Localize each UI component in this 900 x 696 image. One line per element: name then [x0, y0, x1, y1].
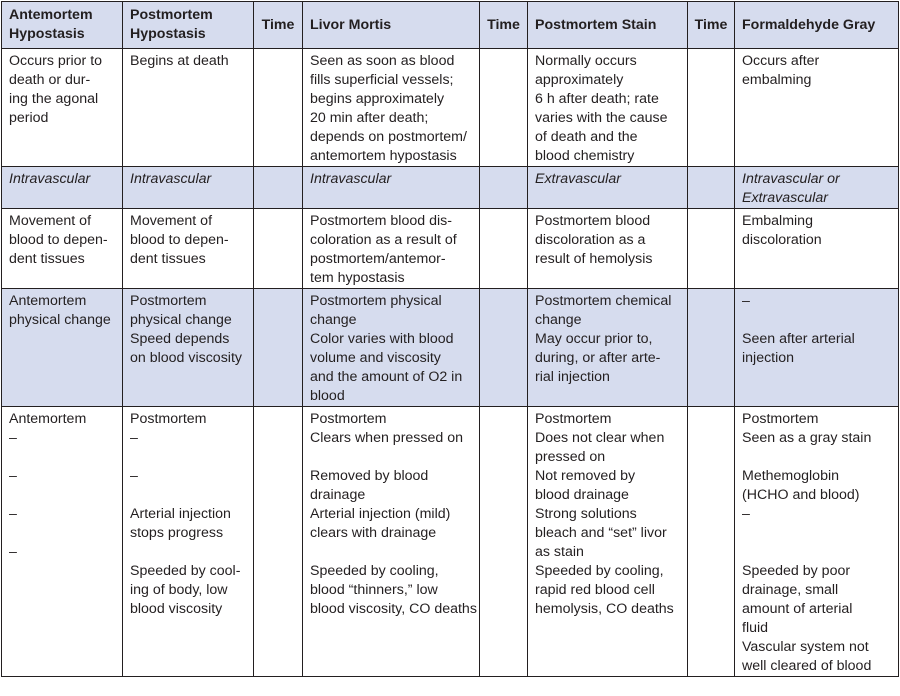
cell-text-line: Postmortem blood dis- [310, 213, 452, 229]
cell-text-line: pressed on [535, 449, 606, 465]
cell-text-line: rial injection [535, 369, 610, 385]
comparison-table [1, 1, 899, 677]
cell-text-line: Occurs prior to [9, 53, 103, 69]
header-antemortem-hypostasis: Antemortem Hypostasis [2, 2, 123, 49]
cell-text-line: Movement of [130, 213, 213, 229]
cell-text-line: blood drainage [535, 487, 629, 503]
cell-text-line [742, 448, 895, 467]
table-row [2, 407, 899, 677]
cell-time-3 [688, 289, 735, 407]
cell-time-2 [480, 49, 528, 167]
cell-text-line: change [310, 312, 357, 328]
cell-text-line: Postmortem chemical [535, 293, 672, 309]
cell-text-line: blood viscosity, CO deaths [310, 601, 477, 617]
cell-antemortem-hypostasis [2, 407, 123, 677]
cell-text-line [310, 448, 476, 467]
cell-text-line: Intravascular [9, 171, 91, 187]
cell-antemortem-hypostasis [2, 289, 123, 407]
cell-antemortem-hypostasis [2, 167, 123, 209]
cell-text-line: dent tissues [9, 251, 85, 267]
cell-text-line: Seen after arterial [742, 331, 855, 347]
cell-text-line: Extravascular [742, 190, 828, 206]
cell-text-line: embalming [742, 72, 812, 88]
cell-text-line: approximately [535, 72, 624, 88]
cell-postmortem-stain [528, 167, 688, 209]
cell-livor-mortis [303, 209, 480, 289]
table-row [2, 289, 899, 407]
cell-text-line: Antemortem [9, 293, 87, 309]
cell-text-line: change [535, 312, 582, 328]
cell-text-line: death or dur- [9, 72, 91, 88]
cell-postmortem-hypostasis [123, 289, 254, 407]
cell-antemortem-hypostasis [2, 209, 123, 289]
cell-text-line [9, 486, 119, 505]
cell-text-line: – [742, 293, 750, 309]
cell-time-3 [688, 407, 735, 677]
cell-time-1 [254, 289, 303, 407]
cell-text-line [130, 486, 250, 505]
cell-text-line: Speeded by poor [742, 563, 851, 579]
cell-text-line: on blood viscosity [130, 350, 242, 366]
cell-text-line: physical change [9, 312, 111, 328]
cell-text-line: Speeded by cool- [130, 563, 241, 579]
cell-text-line: Postmortem [130, 293, 207, 309]
table-body [2, 49, 899, 677]
cell-text-line: volume and viscosity [310, 350, 441, 366]
header-formaldehyde-gray: Formaldehyde Gray [735, 2, 899, 49]
cell-text-line: blood chemistry [535, 148, 635, 164]
cell-text-line: depends on postmortem/ [310, 129, 467, 145]
cell-postmortem-hypostasis [123, 209, 254, 289]
cell-text-line: Methemoglobin [742, 468, 840, 484]
cell-text-line: – [130, 430, 138, 446]
cell-text-line: ing of body, low [130, 582, 228, 598]
cell-text-line [130, 543, 250, 562]
header-time-2: Time [480, 2, 528, 49]
cell-time-2 [480, 209, 528, 289]
table-row [2, 49, 899, 167]
header-row [2, 2, 899, 49]
cell-text-line: Postmortem [742, 411, 819, 427]
cell-text-line [130, 448, 250, 467]
cell-text-line: Occurs after [742, 53, 820, 69]
cell-text-line: fluid [742, 620, 769, 636]
cell-text-line: and the amount of O2 in [310, 369, 463, 385]
cell-text-line: Arterial injection (mild) [310, 506, 451, 522]
cell-text-line: period [9, 110, 49, 126]
cell-text-line: Antemortem [9, 411, 87, 427]
cell-text-line: ing the agonal [9, 91, 99, 107]
cell-text-line: Vascular system not [742, 639, 869, 655]
cell-text-line: 6 h after death; rate [535, 91, 659, 107]
cell-text-line: Normally occurs [535, 53, 637, 69]
cell-text-line: Color varies with blood [310, 331, 454, 347]
cell-livor-mortis [303, 167, 480, 209]
cell-text-line: stops progress [130, 525, 224, 541]
cell-text-line: Speeded by cooling, [310, 563, 439, 579]
cell-text-line: – [9, 430, 17, 446]
header-postmortem-hypostasis: Postmortem Hypostasis [123, 2, 254, 49]
cell-livor-mortis [303, 49, 480, 167]
cell-postmortem-hypostasis [123, 407, 254, 677]
cell-text-line: dent tissues [130, 251, 206, 267]
cell-text-line: during, or after arte- [535, 350, 661, 366]
cell-time-2 [480, 289, 528, 407]
cell-text-line: bleach and “set” livor [535, 525, 667, 541]
cell-time-1 [254, 49, 303, 167]
cell-text-line: Postmortem physical [310, 293, 442, 309]
cell-text-line: Removed by blood [310, 468, 429, 484]
cell-livor-mortis [303, 407, 480, 677]
cell-text-line: 20 min after death; [310, 110, 429, 126]
cell-text-line: Intravascular [310, 171, 392, 187]
cell-text-line [310, 543, 476, 562]
cell-text-line: Intravascular or [742, 171, 840, 187]
cell-text-line: discoloration [742, 232, 822, 248]
cell-text-line: physical change [130, 312, 232, 328]
cell-formaldehyde-gray [735, 289, 899, 407]
cell-text-line: clears with drainage [310, 525, 437, 541]
cell-text-line: blood “thinners,” low [310, 582, 438, 598]
cell-text-line: drainage, small [742, 582, 839, 598]
cell-text-line: (HCHO and blood) [742, 487, 860, 503]
cell-text-line: Arterial injection [130, 506, 231, 522]
cell-text-line: tem hypostasis [310, 270, 405, 286]
cell-postmortem-hypostasis [123, 49, 254, 167]
cell-text-line: – [9, 468, 17, 484]
cell-time-1 [254, 209, 303, 289]
cell-time-3 [688, 49, 735, 167]
cell-text-line: – [9, 506, 17, 522]
cell-text-line: hemolysis, CO deaths [535, 601, 674, 617]
cell-text-line: antemortem hypostasis [310, 148, 457, 164]
cell-text-line: Embalming [742, 213, 813, 229]
cell-postmortem-hypostasis [123, 167, 254, 209]
cell-text-line: Intravascular [130, 171, 212, 187]
cell-text-line: varies with the cause [535, 110, 668, 126]
cell-text-line: blood [310, 388, 345, 404]
cell-text-line: – [742, 506, 750, 522]
cell-text-line: postmortem/antemor- [310, 251, 446, 267]
cell-text-line: fills superficial vessels; [310, 72, 454, 88]
cell-postmortem-stain [528, 209, 688, 289]
cell-text-line [9, 524, 119, 543]
cell-text-line: injection [742, 350, 795, 366]
cell-text-line: Seen as soon as blood [310, 53, 455, 69]
cell-text-line: Extravascular [535, 171, 621, 187]
cell-time-2 [480, 407, 528, 677]
cell-text-line: Strong solutions [535, 506, 637, 522]
cell-formaldehyde-gray [735, 49, 899, 167]
cell-time-2 [480, 167, 528, 209]
header-postmortem-stain: Postmortem Stain [528, 2, 688, 49]
cell-text-line [742, 524, 895, 543]
cell-antemortem-hypostasis [2, 49, 123, 167]
cell-text-line: Postmortem [130, 411, 207, 427]
cell-text-line: May occur prior to, [535, 331, 653, 347]
cell-livor-mortis [303, 289, 480, 407]
cell-formaldehyde-gray [735, 209, 899, 289]
cell-text-line: as stain [535, 544, 584, 560]
cell-text-line: well cleared of blood [742, 658, 872, 674]
header-livor-mortis: Livor Mortis [303, 2, 480, 49]
cell-text-line: Movement of [9, 213, 92, 229]
cell-text-line: – [9, 544, 17, 560]
table-row [2, 167, 899, 209]
cell-text-line: coloration as a result of [310, 232, 457, 248]
cell-text-line [9, 448, 119, 467]
cell-formaldehyde-gray [735, 167, 899, 209]
cell-text-line: result of hemolysis [535, 251, 653, 267]
cell-postmortem-stain [528, 289, 688, 407]
cell-text-line: Postmortem [535, 411, 612, 427]
cell-text-line: amount of arterial [742, 601, 853, 617]
cell-time-3 [688, 167, 735, 209]
cell-time-1 [254, 167, 303, 209]
cell-text-line: Seen as a gray stain [742, 430, 872, 446]
cell-text-line: Clears when pressed on [310, 430, 463, 446]
cell-text-line: blood viscosity [130, 601, 223, 617]
cell-text-line [742, 543, 895, 562]
cell-text-line: Postmortem blood [535, 213, 651, 229]
cell-postmortem-stain [528, 407, 688, 677]
cell-time-3 [688, 209, 735, 289]
cell-text-line: begins approximately [310, 91, 445, 107]
cell-text-line: discoloration as a [535, 232, 646, 248]
cell-postmortem-stain [528, 49, 688, 167]
cell-formaldehyde-gray [735, 407, 899, 677]
cell-text-line: Begins at death [130, 53, 229, 69]
header-time-1: Time [254, 2, 303, 49]
cell-text-line: of death and the [535, 129, 638, 145]
cell-text-line: blood to depen- [9, 232, 108, 248]
table-row [2, 209, 899, 289]
cell-text-line: Speeded by cooling, [535, 563, 664, 579]
cell-text-line: drainage [310, 487, 366, 503]
cell-text-line: Speed depends [130, 331, 230, 347]
cell-text-line: Does not clear when [535, 430, 665, 446]
cell-text-line: – [130, 468, 138, 484]
cell-text-line [742, 311, 895, 330]
header-time-3: Time [688, 2, 735, 49]
cell-text-line: rapid red blood cell [535, 582, 655, 598]
cell-time-1 [254, 407, 303, 677]
cell-text-line: blood to depen- [130, 232, 229, 248]
cell-text-line: Not removed by [535, 468, 636, 484]
cell-text-line: Postmortem [310, 411, 387, 427]
